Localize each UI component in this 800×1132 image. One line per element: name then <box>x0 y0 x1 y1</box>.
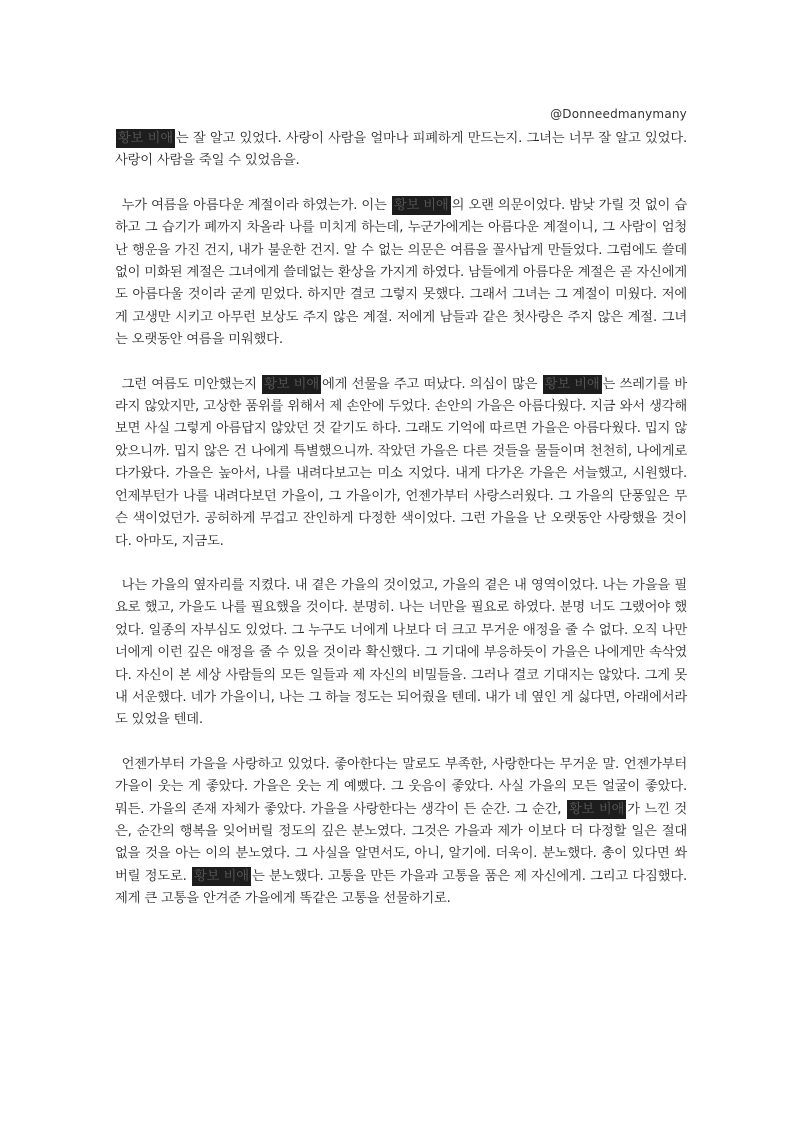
paragraph-text: 는 분노했다. 고통을 만든 가을과 고통을 품은 제 자신에게. 그리고 다짐했다. 제게 큰 고통을 안겨준 가을에게 똑같은 고통을 선물하기로. <box>115 868 687 907</box>
paragraph-text: 가 느낀 것은, 순간의 행복을 잊어버릴 정도의 깊은 분노였다. 그것은 가을과 제가 이보다 더 다정할 일은 절대 없을 것을 아는 이의 분노였다. 그 사실을 알면서도, 아니, 알기에. 더욱이. 분노했다. 총이 있다면 쏴버릴 정도로. <box>115 801 688 884</box>
redacted-name: 황보 비애 <box>568 801 625 817</box>
paragraph-2 <box>115 195 687 352</box>
paragraph-text: 그런 여름도 미안했는지 <box>121 376 262 392</box>
paragraph-text: 누가 여름을 아름다운 계절이라 하였는가. 이는 <box>121 197 391 213</box>
redacted-name: 황보 비애 <box>393 197 449 213</box>
paragraph-1 <box>115 128 687 173</box>
paragraph-text: 는 잘 알고 있었다. 사랑이 사람을 얼마나 피폐하게 만드는지. 그녀는 너무 잘 알고 있었다. 사랑이 사람을 죽일 수 있었음을. <box>115 131 687 169</box>
redacted-name: 황보 비애 <box>264 376 319 392</box>
paragraph-text: 는 쓰레기를 바라지 않았지만, 고상한 품위를 위해서 제 손안에 두었다. 손안의 가을은 아름다웠다. 지금 와서 생각해 보면 사실 그렇게 아름답지 않았던 것 같기도 하다. 그래도 기억에 따르면 가을은 아름다웠다. 밉지 않았으니까. 밉지 않은 건 나에게 특별했으니까. 작았던 가을은 다른 것들을 물들이며 천천히, 나에게로 다가왔다. 가을은 높아서, 나를 내려다보고는 미소 지었다. 내게 다가온 가을은 서늘했고, 시원했다. 언제부턴가 나를 내려다보던 가을이, 그 가을이가, 언젠가부터 사랑스러웠다. 그 가을의 단풍잎은 무슨 색이었던가. 공허하게 무겁고 잔인하게 다정한 색이었다. 그런 가을을 난 오랫동안 사랑했을 것이다. 아마도, 지금도. <box>115 376 688 549</box>
author-handle: @Donneedmanymany <box>550 107 687 121</box>
paragraph-4 <box>115 575 687 732</box>
paragraph-text: 언젠가부터 가을을 사랑하고 있었다. 좋아한다는 말로도 부족한, 사랑한다는 무거운 말. 언젠가부터 가을이 웃는 게 좋았다. 가을은 웃는 게 예뻤다. 그 웃음이 좋았다. 사실 가을의 모든 얼굴이 좋았다. 뭐든. 가을의 존재 자체가 좋았다. 가을을 사랑한다는 생각이 든 순간. 그 순간, <box>115 756 687 817</box>
redacted-name: 황보 비애 <box>193 868 249 884</box>
paragraph-text: 의 오랜 의문이었다. 밤낮 가릴 것 없이 습하고 그 습기가 폐까지 차올라 나를 미치게 하는데, 누군가에게는 아름다운 계절이니, 그 사람이 엄청난 행운을 가진 건지, 내가 불운한 건지. 알 수 없는 의문은 여름을 꼴사납게 만들었다. 그럼에도 쓸데없이 미화된 계절은 그녀에게 쓸데없는 환상을 가지게 하였다. 남들에게 아름다운 계절은 곧 자신에게도 아름다울 것이라 굳게 믿었다. 하지만 결코 그렇지 못했다. 그래서 그녀는 그 계절이 미웠다. 저에게 고생만 시키고 아무런 보상도 주지 않은 계절. 저에게 남들과 같은 첫사랑은 주지 않은 계절. 그녀는 오랫동안 여름을 미워했다. <box>115 197 687 348</box>
redacted-name: 황보 비애 <box>544 376 600 392</box>
paragraph-text: 에게 선물을 주고 떠났다. 의심이 많은 <box>321 376 542 392</box>
paragraph-5 <box>115 754 687 911</box>
redacted-name: 황보 비애 <box>118 131 173 146</box>
paragraph-3 <box>115 374 687 553</box>
story-body <box>115 128 687 933</box>
paragraph-text: 나는 가을의 옆자리를 지켰다. 내 곁은 가을의 것이었고, 가을의 곁은 내 영역이었다. 나는 가을을 필요로 했고, 가을도 나를 필요했을 것이다. 분명히. 나는 너만을 필요로 하였다. 분명 너도 그랬어야 했었다. 일종의 자부심도 있었다. 그 누구도 너에게 나보다 더 크고 무거운 애정을 줄 수 없다. 오직 나만 너에게 이런 깊은 애정을 줄 수 있을 것이라 확신했다. 그 기대에 부응하듯이 가을은 나에게만 속삭였다. 자신이 본 세상 사람들의 모든 일들과 제 자신의 비밀들을. 그러나 결코 기대지는 않았다. 그게 못내 서운했다. 네가 가을이니, 나는 그 하늘 정도는 되어줬을 텐데. 내가 네 옆인 게 싫다면, 아래에서라도 있었을 텐데. <box>115 577 687 728</box>
